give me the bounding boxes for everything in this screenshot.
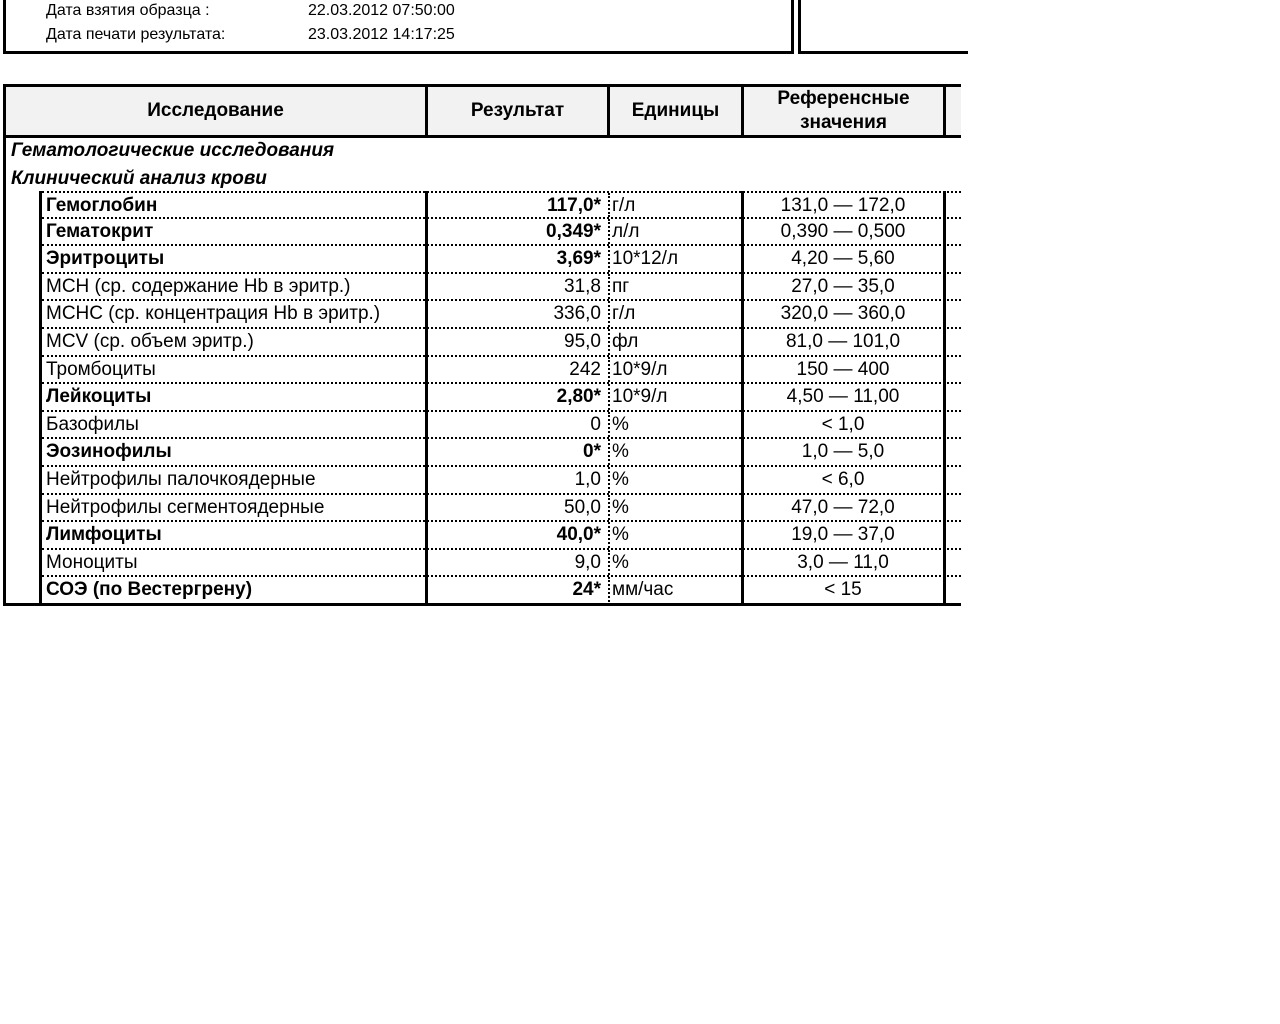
subsection-title: Клинический анализ крови (11, 168, 267, 189)
sample-info-box (3, 0, 794, 54)
row-reference-range: 47,0 — 72,0 (791, 496, 895, 518)
sample-date-value: 22.03.2012 07:50:00 (308, 2, 455, 19)
row-study-name: MCV (ср. объем эритр.) (46, 331, 254, 352)
table-row (42, 550, 961, 578)
col-units-header: Единицы (631, 100, 720, 121)
section-title: Гематологические исследования (11, 140, 335, 161)
row-reference-range: 320,0 — 360,0 (780, 303, 906, 325)
row-reference-range: < 15 (824, 579, 862, 601)
row-reference-range: 131,0 — 172,0 (780, 195, 906, 216)
results-table (3, 84, 961, 606)
row-result-value: 242 (569, 358, 601, 380)
header-divider (425, 87, 428, 135)
col-result-header: Результат (470, 100, 565, 121)
col-reference-line2: значения (800, 112, 887, 133)
row-result-value: 2,80* (556, 386, 601, 408)
row-result-value: 95,0 (564, 331, 601, 352)
table-row (42, 522, 961, 550)
row-reference-range: 0,390 — 0,500 (780, 220, 906, 242)
row-reference-range: 27,0 — 35,0 (791, 275, 895, 297)
row-unit: % (612, 551, 629, 573)
table-header (6, 87, 961, 138)
row-study-name: Лимфоциты (46, 524, 162, 546)
row-reference-range: 4,20 — 5,60 (791, 248, 895, 270)
row-study-name: MCHC (ср. концентрация Hb в эритр.) (46, 303, 381, 325)
row-unit: 10*9/л (612, 358, 668, 380)
row-unit: пг (612, 275, 630, 297)
col-reference-header (744, 87, 943, 135)
row-reference-range: 1,0 — 5,0 (801, 441, 885, 463)
row-result-value: 1,0 (574, 469, 601, 490)
table-row (42, 219, 961, 247)
row-unit: г/л (612, 303, 636, 325)
row-result-value: 31,8 (564, 275, 601, 297)
table-row (42, 301, 961, 329)
row-unit: % (612, 524, 629, 546)
table-row (42, 384, 961, 412)
row-reference-range: < 1,0 (821, 413, 865, 435)
col-study-header: Исследование (147, 100, 284, 121)
row-result-value: 117,0* (547, 195, 601, 216)
sample-date-label: Дата взятия образца : (46, 2, 210, 19)
header-side-box (798, 0, 968, 54)
row-unit: г/л (612, 195, 636, 216)
row-study-name: Нейтрофилы сегментоядерные (46, 496, 325, 518)
row-reference-range: 3,0 — 11,0 (797, 551, 889, 573)
row-result-value: 40,0* (556, 524, 601, 546)
row-study-name: Моноциты (46, 551, 138, 573)
row-result-value: 9,0 (574, 551, 601, 573)
row-reference-range: 19,0 — 37,0 (791, 524, 895, 546)
row-study-name: Эритроциты (46, 248, 165, 270)
row-study-name: Гематокрит (46, 220, 154, 242)
table-row (42, 412, 961, 440)
table-row (42, 357, 961, 385)
header-divider (607, 87, 610, 135)
row-unit: 10*9/л (612, 386, 668, 408)
row-study-name: Лейкоциты (46, 386, 152, 408)
row-result-value: 0,349* (546, 220, 601, 242)
row-study-name: Нейтрофилы палочкоядерные (46, 469, 316, 490)
table-row (42, 191, 961, 219)
col-reference-line1: Референсные (777, 88, 910, 109)
row-unit: мм/час (612, 579, 674, 601)
row-result-value: 0* (583, 441, 601, 463)
row-unit: л/л (612, 220, 640, 242)
row-study-name: Тромбоциты (46, 358, 156, 380)
row-unit: % (612, 413, 629, 435)
row-study-name: Эозинофилы (46, 441, 172, 463)
row-study-name: Гемоглобин (46, 195, 158, 216)
row-reference-range: 4,50 — 11,00 (786, 386, 900, 408)
row-reference-range: < 6,0 (821, 469, 865, 490)
table-row (42, 246, 961, 274)
row-result-value: 50,0 (564, 496, 601, 518)
row-unit: 10*12/л (612, 248, 679, 270)
row-reference-range: 150 — 400 (796, 358, 890, 380)
row-study-name: СОЭ (по Вестергрену) (46, 579, 253, 601)
table-row (42, 577, 961, 605)
row-unit: % (612, 441, 629, 463)
row-unit: % (612, 496, 629, 518)
row-result-value: 0 (590, 413, 601, 435)
print-date-label: Дата печати результата: (46, 26, 226, 43)
row-reference-range: 81,0 — 101,0 (785, 331, 901, 352)
table-row (42, 329, 961, 357)
table-row (42, 274, 961, 302)
row-result-value: 24* (572, 579, 601, 601)
table-row (42, 467, 961, 495)
row-study-name: MCH (ср. содержание Hb в эритр.) (46, 275, 351, 297)
print-date-value: 23.03.2012 14:17:25 (308, 26, 455, 43)
row-unit: фл (612, 331, 639, 352)
row-study-name: Базофилы (46, 413, 139, 435)
row-result-value: 3,69* (556, 248, 601, 270)
table-row (42, 495, 961, 523)
header-divider (943, 87, 946, 135)
header-divider (741, 87, 744, 135)
row-unit: % (612, 469, 629, 490)
row-result-value: 336,0 (553, 303, 601, 325)
table-row (42, 439, 961, 467)
